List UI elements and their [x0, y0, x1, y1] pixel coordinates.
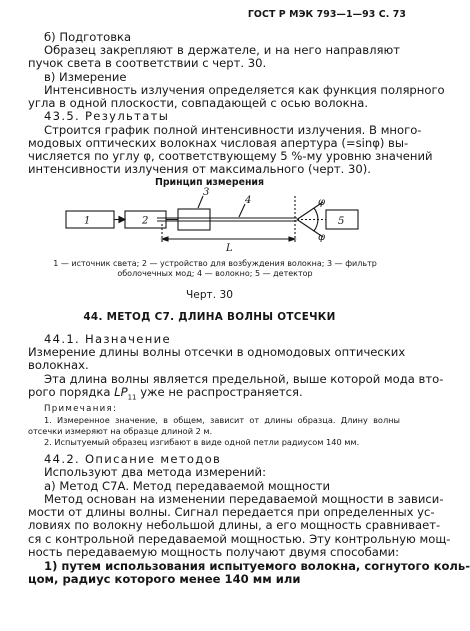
paragraph-line: цом, радиус которого менее 140 мм или	[28, 572, 301, 586]
section-title-results: 43.5. Результаты	[44, 109, 170, 123]
paragraph-line: ловиях по волокну небольшой длины, а его мощность сравнивает-	[28, 518, 441, 532]
figure-label: 3	[203, 187, 210, 198]
mode-symbol: LP	[114, 385, 128, 399]
figure-title: Принцип измерения	[154, 177, 265, 188]
section-title-purpose: 44.1. Назначение	[44, 332, 171, 346]
page-header: ГОСТ Р МЭК 793—1—93 С. 73	[247, 9, 406, 20]
arrow-icon	[119, 217, 125, 223]
figure-label: 4	[245, 195, 252, 206]
section-heading: 44. МЕТОД С7. ДЛИНА ВОЛНЫ ОТСЕЧКИ	[83, 311, 336, 323]
paragraph-line: Используют два метода измерений:	[44, 465, 266, 479]
paragraph-line: мости от длины волны. Сигнал передается при определенных ус-	[28, 505, 435, 519]
section-title-methods: 44.2. Описание методов	[44, 452, 222, 466]
method-title: а) Метод С7А. Метод передаваемой мощности	[44, 479, 331, 493]
paragraph-line: интенсивности излучения от максимального (черт. 30).	[28, 162, 371, 176]
paragraph-line: ся с контрольной передаваемой мощностью. Эту контрольную мощ-	[28, 532, 451, 546]
text-span: рого порядка	[28, 385, 115, 399]
figure-caption: Черт. 30	[186, 289, 233, 301]
text-span: уже не распространяется.	[136, 385, 303, 399]
figure-label: L	[226, 243, 233, 254]
figure-label: φ	[318, 197, 326, 208]
figure-label: 1	[84, 215, 91, 227]
paragraph-line: угла в одной плоскости, совпадающей с осью волокна.	[28, 96, 369, 110]
paragraph-line: Эта длина волны является предельной, выше которой мода вто-	[44, 372, 444, 386]
cladding-mode-filter-box	[178, 209, 210, 230]
note-line: 1. Измеренное значение, в общем, зависит от длины образца. Длину волны	[44, 415, 400, 425]
paragraph-line: Строится график полной интенсивности излучения. В много-	[44, 123, 422, 137]
paragraph-line: Измерение длины волны отсечки в одномодовых оптических	[28, 345, 406, 359]
notes-title: Примечания:	[44, 404, 118, 414]
angle-arc	[314, 208, 318, 220]
paragraph-line: 1) путем использования испытуемого волокна, согнутого коль-	[44, 559, 470, 573]
paragraph-line	[28, 386, 400, 404]
mode-subscript: 11	[127, 393, 137, 402]
paragraph-line: Интенсивность излучения определяется как функция полярного	[44, 83, 445, 97]
paragraph-line: волокнах.	[28, 358, 89, 372]
paragraph-line: ность передаваемую мощность получают двумя способами:	[28, 545, 400, 559]
paragraph-line: Образец закрепляют в держателе, и на него направляют	[44, 43, 400, 57]
figure-label: 2	[142, 215, 149, 227]
figure-label: φ	[318, 232, 326, 243]
paragraph-line: пучок света в соответствии с черт. 30.	[28, 56, 267, 70]
figure-legend: оболочечных мод; 4 — волокно; 5 — детектор	[117, 269, 313, 278]
subsection-title-preparation: б) Подготовка	[44, 30, 132, 44]
paragraph-line: числяется по углу φ, соответствующему 5 %-му уровню значений	[28, 149, 433, 163]
paragraph-line: Метод основан на изменении передаваемой мощности в зависи-	[44, 492, 444, 506]
figure-label: 5	[338, 216, 345, 227]
subsection-title-measurement: в) Измерение	[44, 70, 127, 84]
paragraph-line: модовых оптических волокнах числовая апертура (=sinφ) вы-	[28, 136, 409, 150]
note-line: 2. Испытуемый образец изгибают в виде одной петли радиусом 140 мм.	[44, 437, 360, 447]
note-line: отсечки измеряют на образце длиной 2 м.	[28, 426, 213, 436]
figure-legend: 1 — источник света; 2 — устройство для возбуждения волокна; 3 — фильтр	[53, 259, 377, 268]
